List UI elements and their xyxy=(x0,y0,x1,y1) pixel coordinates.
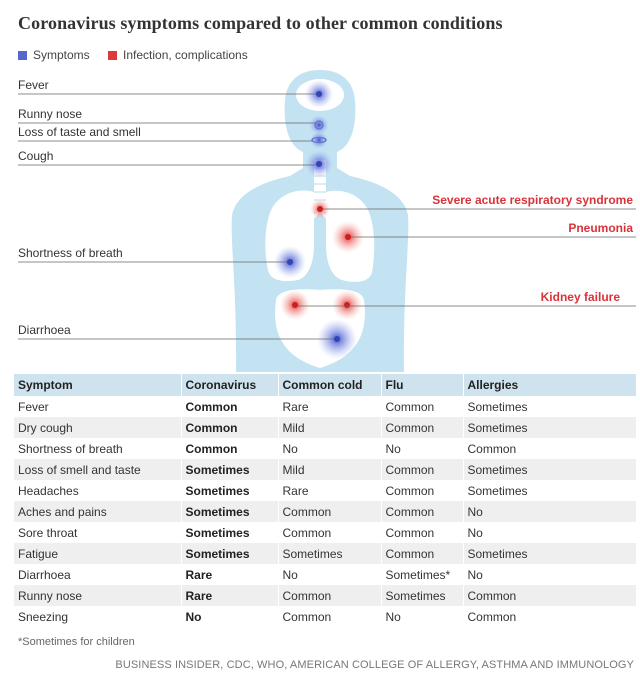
condition-cell: No xyxy=(278,438,381,459)
condition-cell: Common xyxy=(381,543,463,564)
symptom-cell: Fatigue xyxy=(18,546,59,561)
condition-cell: Common xyxy=(463,606,636,627)
condition-cell: Sometimes xyxy=(463,417,636,438)
condition-cell: Sometimes xyxy=(181,501,278,522)
label-kidney-failure: Kidney failure xyxy=(540,290,620,304)
condition-cell: Sometimes xyxy=(463,480,636,501)
symptom-cell: Sneezing xyxy=(18,609,69,624)
symptom-cell: Fever xyxy=(18,399,49,414)
symptom-cell: Aches and pains xyxy=(18,504,107,519)
table-row xyxy=(14,606,636,627)
condition-cell: No xyxy=(463,501,636,522)
taste-smell-hotspot xyxy=(310,131,328,149)
condition-cell: Common xyxy=(381,459,463,480)
table-row xyxy=(14,438,636,459)
legend-label-symptoms: Symptoms xyxy=(33,48,90,62)
condition-cell: Common xyxy=(278,522,381,543)
symptom-cell: Diarrhoea xyxy=(18,567,71,582)
condition-cell: Sometimes xyxy=(463,543,636,564)
condition-cell: Common xyxy=(381,501,463,522)
table-header-row xyxy=(14,374,636,396)
condition-cell: Common xyxy=(278,606,381,627)
label-pneumonia: Pneumonia xyxy=(568,221,633,235)
label-diarrhoea: Diarrhoea xyxy=(18,323,71,337)
condition-cell: Rare xyxy=(181,564,278,585)
symptom-cell: Headaches xyxy=(18,483,79,498)
table-row xyxy=(14,564,636,585)
label-sars: Severe acute respiratory syndrome xyxy=(432,193,633,207)
table-row xyxy=(14,396,636,417)
condition-cell: Sometimes xyxy=(381,585,463,606)
legend-label-complications: Infection, complications xyxy=(123,48,248,62)
symptom-cell: Dry cough xyxy=(18,420,73,435)
condition-cell: Rare xyxy=(278,396,381,417)
symptom-cell: Runny nose xyxy=(18,588,83,603)
condition-cell: No xyxy=(381,438,463,459)
source-credit: BUSINESS INSIDER, CDC, WHO, AMERICAN COLLEGE OF ALLERGY, ASTHMA AND IMMUNOLOGY xyxy=(115,659,634,671)
condition-cell: Mild xyxy=(278,459,381,480)
label-loss-of-taste-smell: Loss of taste and smell xyxy=(18,125,141,139)
label-shortness-of-breath: Shortness of breath xyxy=(18,246,123,260)
condition-cell: Rare xyxy=(278,480,381,501)
condition-cell: Sometimes xyxy=(181,543,278,564)
condition-cell: Sometimes xyxy=(278,543,381,564)
condition-cell: Common xyxy=(381,417,463,438)
condition-cell: Mild xyxy=(278,417,381,438)
condition-cell: Common xyxy=(463,585,636,606)
table-row xyxy=(14,585,636,606)
condition-cell: Common xyxy=(278,501,381,522)
condition-cell: Common xyxy=(381,396,463,417)
table-row xyxy=(14,522,636,543)
condition-cell: Sometimes xyxy=(181,522,278,543)
page-title: Coronavirus symptoms compared to other common conditions xyxy=(18,13,503,33)
condition-cell: No xyxy=(463,564,636,585)
condition-cell: Common xyxy=(181,417,278,438)
symptom-comparison-table xyxy=(14,374,636,627)
condition-cell: No xyxy=(463,522,636,543)
condition-cell: Common xyxy=(381,522,463,543)
symptom-cell: Sore throat xyxy=(18,525,78,540)
footnote: *Sometimes for children xyxy=(18,636,135,648)
header-flu: Flu xyxy=(381,374,463,396)
condition-cell: Common xyxy=(381,480,463,501)
table-row xyxy=(14,543,636,564)
condition-cell: Sometimes xyxy=(463,459,636,480)
header-allergies: Allergies xyxy=(463,374,636,396)
symptom-cell: Shortness of breath xyxy=(18,441,123,456)
table-row xyxy=(14,501,636,522)
condition-cell: Sometimes xyxy=(181,459,278,480)
condition-cell: No xyxy=(278,564,381,585)
condition-cell: Sometimes xyxy=(463,396,636,417)
label-fever: Fever xyxy=(18,78,49,92)
label-cough: Cough xyxy=(18,149,54,163)
table-row xyxy=(14,480,636,501)
condition-cell: Common xyxy=(278,585,381,606)
symptom-cell: Loss of smell and taste xyxy=(18,462,141,477)
table-row xyxy=(14,417,636,438)
condition-cell: No xyxy=(381,606,463,627)
header-coronavirus: Coronavirus xyxy=(181,374,278,396)
condition-cell: No xyxy=(181,606,278,627)
header-symptom: Symptom xyxy=(18,378,73,392)
condition-cell: Sometimes* xyxy=(381,564,463,585)
label-runny-nose: Runny nose xyxy=(18,107,83,121)
table-row xyxy=(14,459,636,480)
condition-cell: Common xyxy=(181,438,278,459)
condition-cell: Rare xyxy=(181,585,278,606)
header-common-cold: Common cold xyxy=(278,374,381,396)
condition-cell: Sometimes xyxy=(181,480,278,501)
condition-cell: Common xyxy=(181,396,278,417)
condition-cell: Common xyxy=(463,438,636,459)
